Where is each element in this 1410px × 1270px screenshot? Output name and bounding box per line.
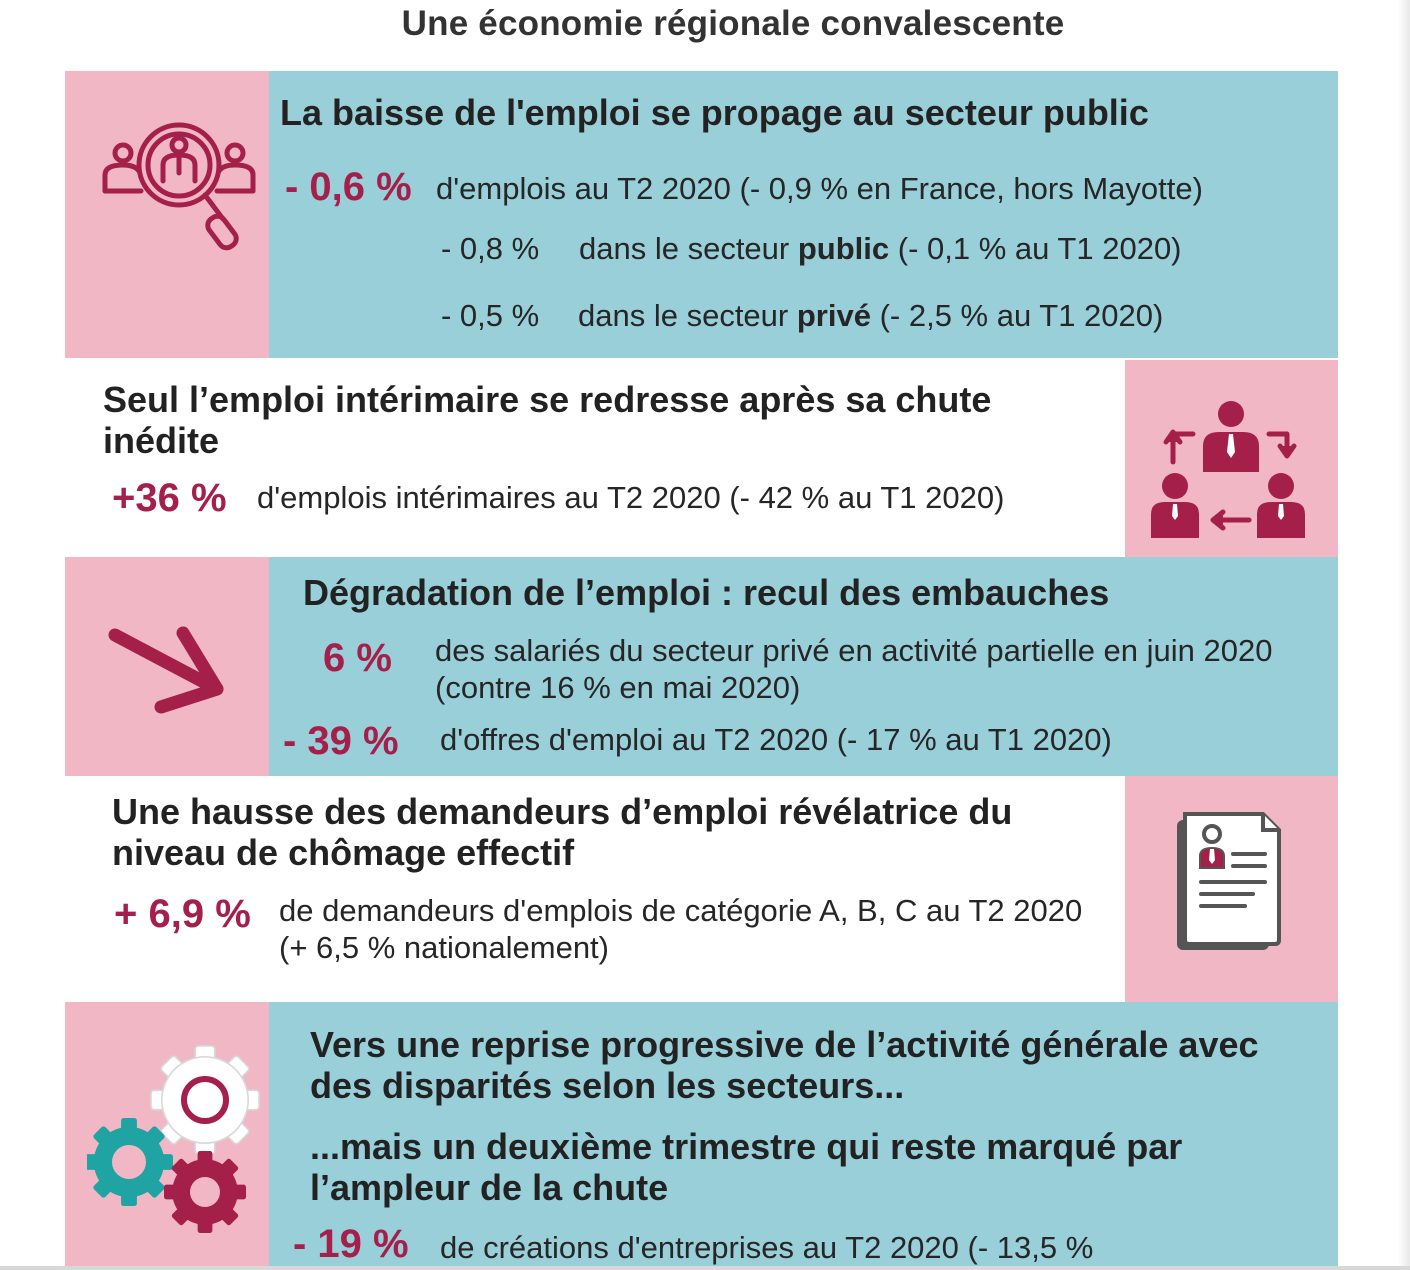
stat-partial-activity-description: des salariés du secteur privé en activité partielle en juin 2020 (contre 16 % en mai 2020) xyxy=(435,633,1273,705)
stat-percentage: + 6,9 % xyxy=(114,892,251,936)
stat-percentage: - 19 % xyxy=(293,1222,409,1266)
page-edge-shadow xyxy=(1398,0,1410,1270)
section-heading: Une hausse des demandeurs d’emploi révélatrice du niveau de chômage effectif xyxy=(112,791,1013,873)
icon-panel xyxy=(65,1002,269,1270)
section-heading: Dégradation de l’emploi : recul des embauches xyxy=(303,572,1110,613)
stat-percentage: +36 % xyxy=(112,476,227,520)
stat-public-description: dans le secteur public (- 0,1 % au T1 2020) xyxy=(579,231,1182,266)
resume-document-icon xyxy=(1175,812,1285,952)
job-search-magnifier-icon xyxy=(101,119,256,259)
stat-description: d'emplois au T2 2020 (- 0,9 % en France, hors Mayotte) xyxy=(436,171,1203,206)
section-subheading: ...mais un deuxième trimestre qui reste marqué par l’ampleur de la chute xyxy=(310,1126,1183,1208)
section-heading: La baisse de l'emploi se propage au secteur public xyxy=(280,92,1149,133)
section-hiring-decline xyxy=(65,557,1338,776)
icon-panel xyxy=(1125,776,1338,1002)
gears-icon xyxy=(87,1040,267,1240)
stat-prive-percentage: - 0,5 % xyxy=(441,298,540,333)
text-panel xyxy=(269,557,1338,776)
staff-rotation-icon xyxy=(1151,400,1307,540)
icon-panel xyxy=(1125,360,1338,557)
text-panel xyxy=(269,71,1338,358)
section-heading: Vers une reprise progressive de l’activité générale avec des disparités selon les secteurs... xyxy=(310,1024,1259,1106)
stat-job-offers-description: d'offres d'emploi au T2 2020 (- 17 % au T1 2020) xyxy=(440,722,1112,757)
section-heading: Seul l’emploi intérimaire se redresse après sa chute inédite xyxy=(103,379,992,461)
stat-main xyxy=(285,165,412,210)
text-panel xyxy=(269,1002,1338,1270)
stat-job-offers-percentage: - 39 % xyxy=(283,719,399,763)
section-public-employment xyxy=(65,71,1338,358)
stat-prive-description: dans le secteur privé (- 2,5 % au T1 2020) xyxy=(578,298,1164,333)
section-interim-employment xyxy=(65,360,1338,557)
stat-partial-activity-percentage: 6 % xyxy=(323,636,392,680)
stat-percentage: - 0,6 % xyxy=(285,165,412,209)
down-right-arrow-icon xyxy=(105,623,230,718)
icon-panel xyxy=(65,71,269,358)
stat-public-percentage: - 0,8 % xyxy=(441,231,540,266)
section-business-activity xyxy=(65,1002,1338,1270)
stat-description: de créations d'entreprises au T2 2020 (- 13,5 % xyxy=(440,1230,1094,1265)
section-job-seekers xyxy=(65,776,1338,1002)
page-title: Une économie régionale convalescente xyxy=(401,4,1065,43)
stat-description: d'emplois intérimaires au T2 2020 (- 42 % au T1 2020) xyxy=(257,480,1005,515)
page-bottom-edge xyxy=(0,1266,1410,1270)
icon-panel xyxy=(65,557,269,776)
stat-description: de demandeurs d'emplois de catégorie A, B, C au T2 2020 (+ 6,5 % nationalement) xyxy=(279,893,1083,965)
